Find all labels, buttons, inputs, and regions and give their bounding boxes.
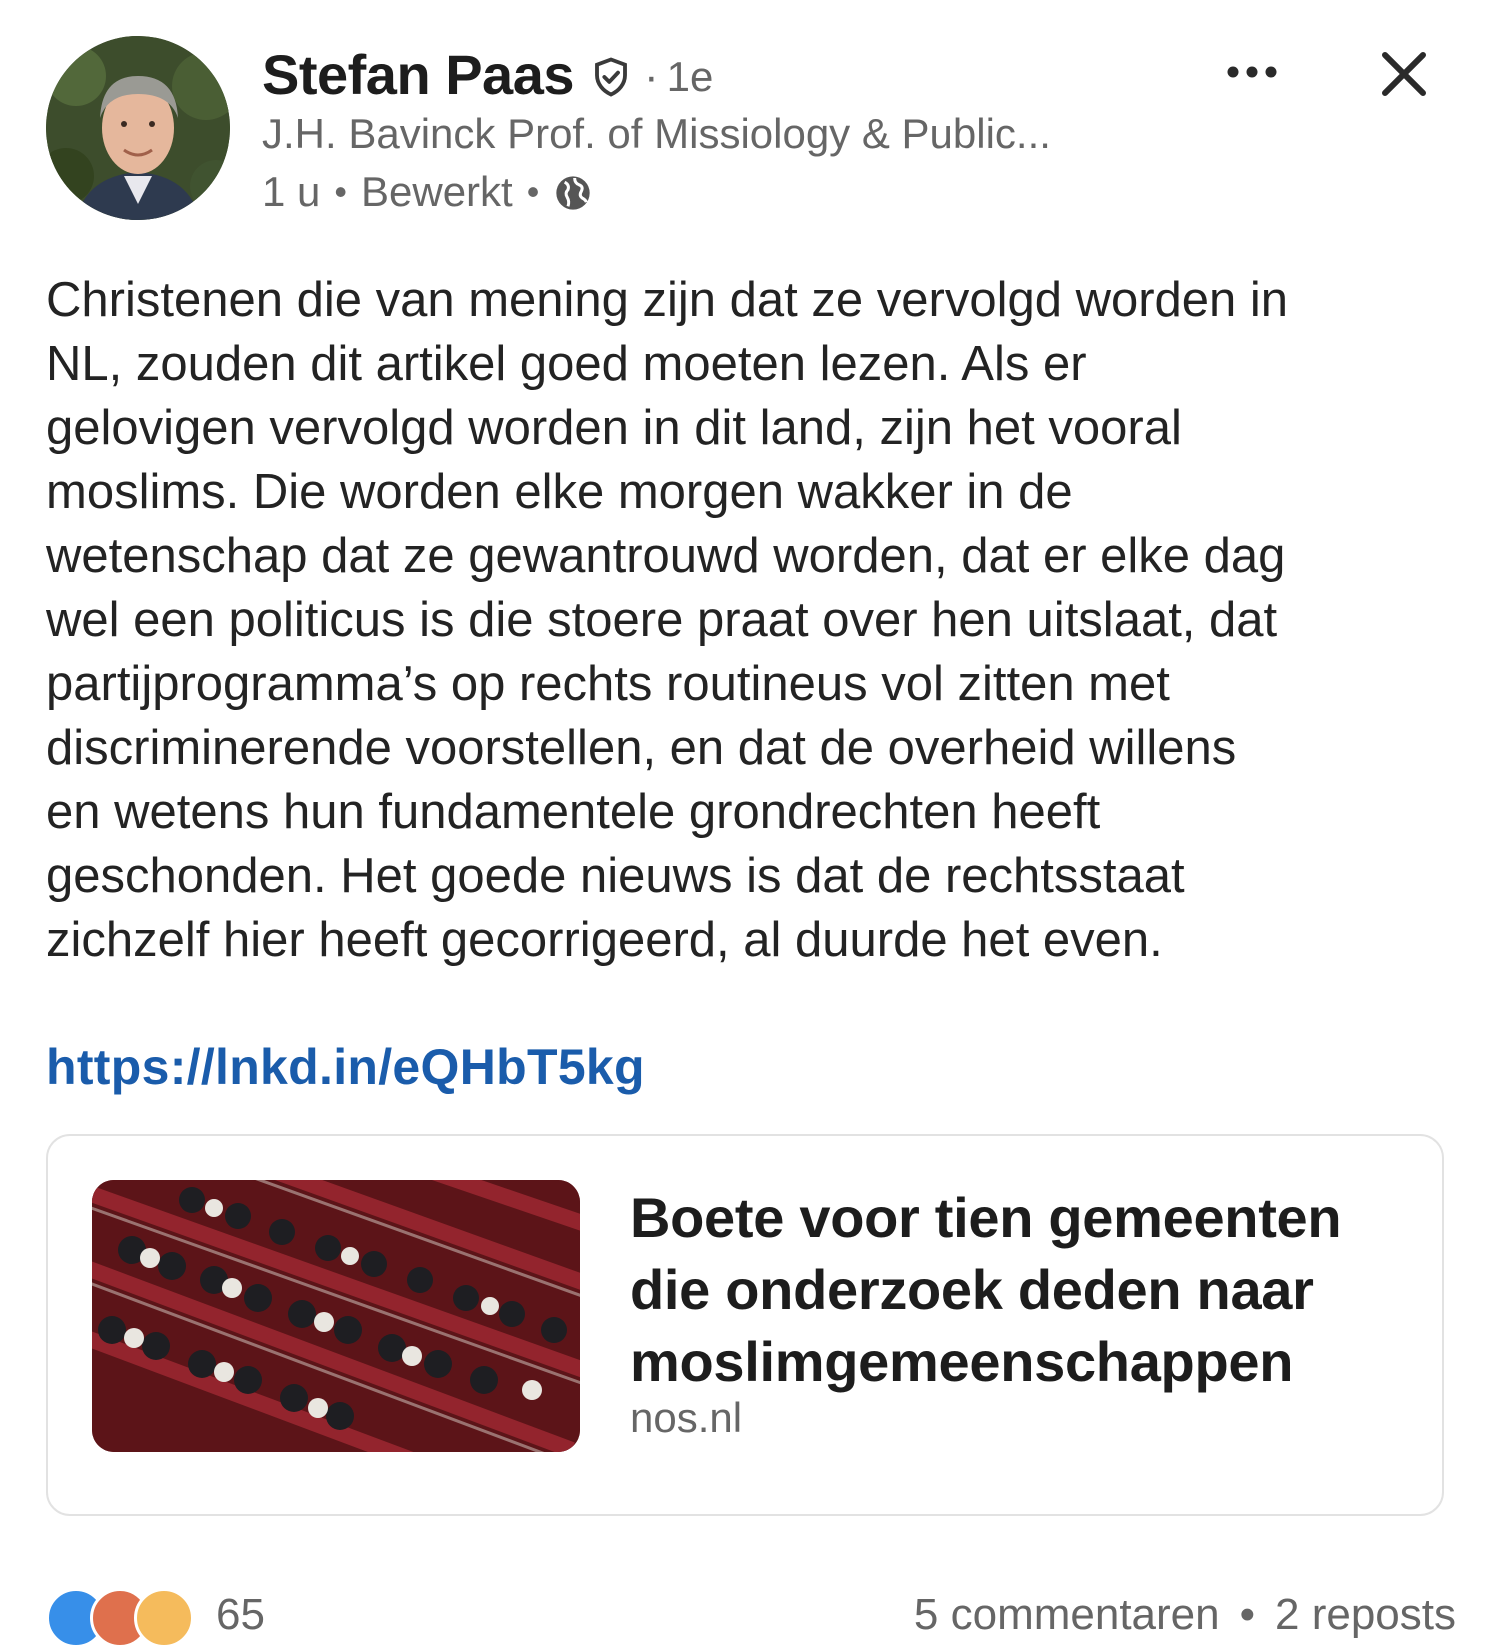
edited-label: Bewerkt bbox=[361, 168, 513, 215]
reposts-count[interactable]: 2 reposts bbox=[1275, 1590, 1456, 1639]
link-preview-card[interactable] bbox=[46, 1134, 1444, 1516]
article-title: Boete voor tien gemeenten die onderzoek deden naar moslimgemeenschappen bbox=[630, 1186, 1342, 1393]
author-line bbox=[262, 38, 713, 110]
post-link[interactable]: https://lnkd.in/eQHbT5kg bbox=[46, 1039, 645, 1095]
insightful-icon bbox=[134, 1588, 194, 1648]
article-thumbnail bbox=[92, 1180, 580, 1452]
connection-degree: 1e bbox=[666, 53, 714, 100]
globe-icon bbox=[553, 173, 593, 213]
meta-separator: • bbox=[526, 171, 540, 212]
meta-separator: • bbox=[334, 171, 347, 212]
author-name[interactable]: Stefan Paas bbox=[262, 42, 574, 106]
avatar-photo bbox=[46, 36, 230, 220]
engagement-separator: • bbox=[1239, 1590, 1256, 1639]
post-meta bbox=[262, 166, 593, 218]
close-icon bbox=[1381, 51, 1427, 97]
shield-check-icon bbox=[590, 56, 632, 98]
reaction-icons[interactable] bbox=[46, 1588, 178, 1648]
comments-count[interactable]: 5 commentaren bbox=[913, 1590, 1220, 1639]
author-headline: J.H. Bavinck Prof. of Missiology & Public... bbox=[262, 110, 1051, 157]
reaction-count[interactable]: 65 bbox=[216, 1590, 265, 1639]
degree-separator: · bbox=[644, 52, 659, 101]
post-time: 1 u bbox=[262, 168, 321, 215]
more-horizontal-icon bbox=[1226, 65, 1278, 79]
author-avatar[interactable] bbox=[46, 36, 230, 220]
article-source: nos.nl bbox=[630, 1394, 743, 1441]
engagement-counts bbox=[914, 1590, 1456, 1640]
close-button[interactable] bbox=[1374, 44, 1434, 104]
post-body: Christenen die van mening zijn dat ze vervolgd worden in NL, zouden dit artikel goed moeten lezen. Als er gelovigen vervolgd worden in dit land, zijn het vooral moslims. Die worden elke morgen wakker in de wetenschap dat ze gewantrouwd worden, dat er elke dag wel een politicus is die stoere praat over hen uitslaat, dat partijprogramma’s op rechts routineus vol zitten met discriminerende voorstellen, en dat de overheid willens en wetens hun fundamentele grondrechten heeft geschonden. Het goede nieuws is dat de rechtsstaat zichzelf hier heeft gecorrigeerd, al duurde het even. bbox=[46, 273, 1289, 967]
mosque-prayer-photo bbox=[92, 1180, 580, 1452]
social-counts bbox=[46, 1588, 1456, 1648]
more-options-button[interactable] bbox=[1220, 46, 1284, 98]
